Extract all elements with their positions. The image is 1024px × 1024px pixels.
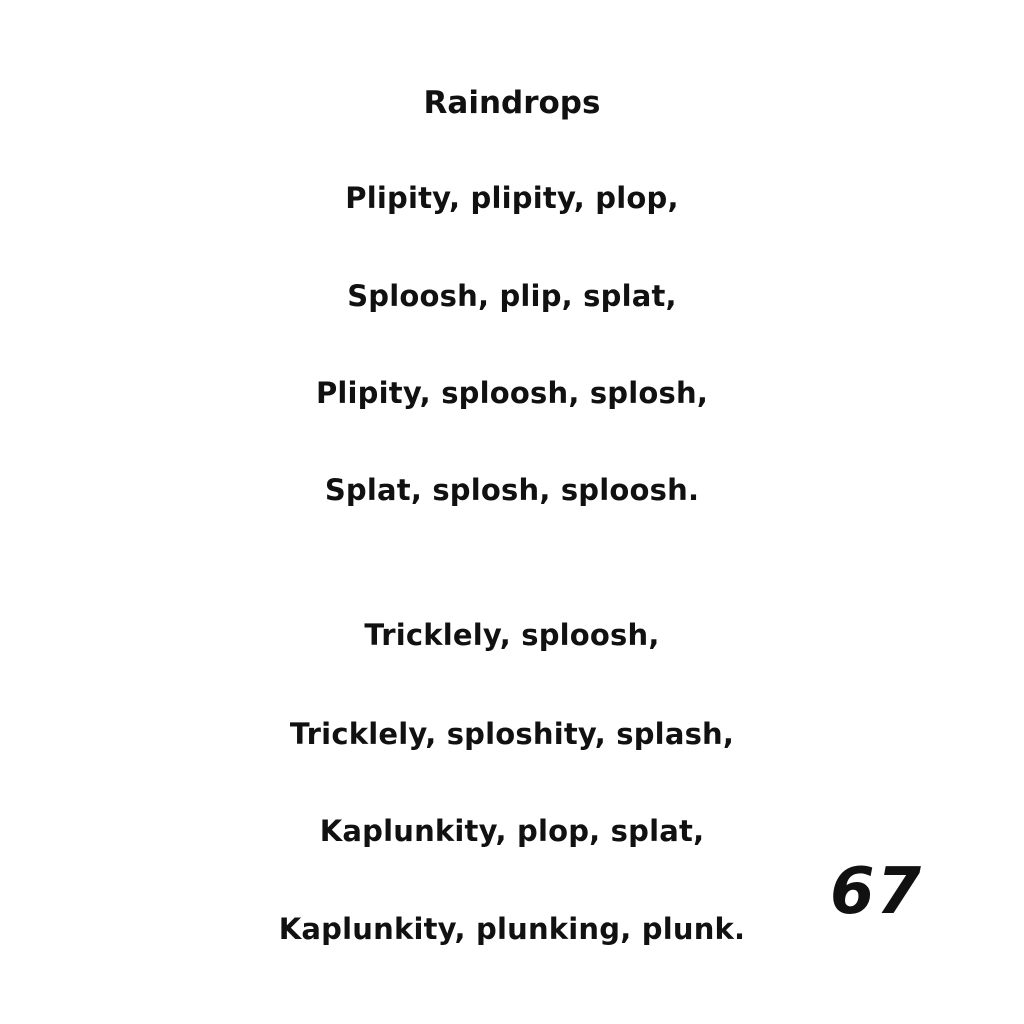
poem-line: Tricklely, sploosh, [364, 618, 660, 652]
poem-line: Splat, splosh, sploosh. [324, 473, 700, 507]
poem-title: Raindrops [423, 85, 601, 121]
poem-line: Sploosh, plip, splat, [347, 279, 677, 313]
poem-line: Kaplunkity, plunking, plunk. [278, 912, 746, 946]
poem-line: Plipity, plipity, plop, [345, 181, 679, 215]
poem-line: Plipity, sploosh, splosh, [315, 376, 709, 410]
page-number: 67 [830, 855, 924, 929]
poem-line: Tricklely, sploshity, splash, [289, 717, 735, 751]
poem-line: Kaplunkity, plop, splat, [319, 814, 705, 848]
